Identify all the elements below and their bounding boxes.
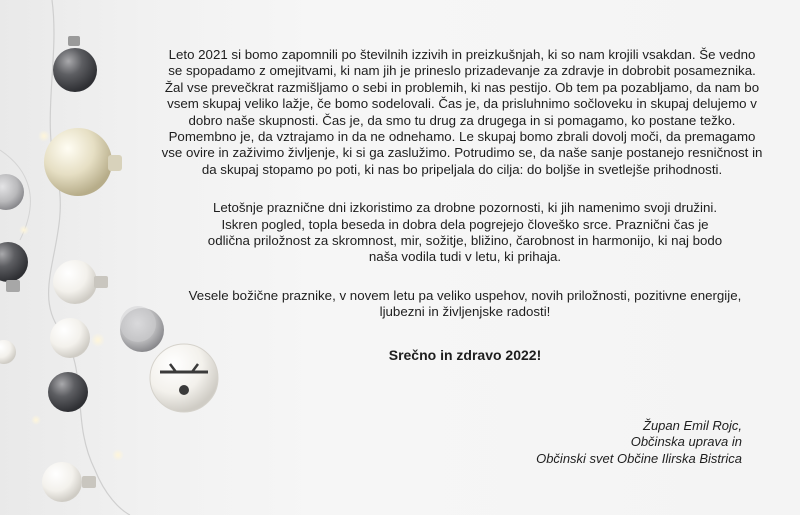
letter-paragraph-3: Vesele božične praznike, v novem letu pa veliko uspehov, novih priložnosti, pozitivne energije, ljubezni in življenjske radosti!: [188, 287, 742, 320]
signature-block: [536, 418, 742, 467]
ornament-white-2: [50, 318, 90, 358]
ornament-silver-edge: [0, 174, 24, 210]
signature-line-1: Župan Emil Rojc,: [643, 418, 742, 433]
ornament-gold: [44, 128, 122, 196]
signature-line-3: Občinski svet Občine Ilirska Bistrica: [536, 450, 742, 466]
fairy-light: [38, 130, 50, 142]
greeting-headline: Srečno in zdravo 2022!: [388, 346, 542, 363]
ornament-dark-bottom: [48, 372, 88, 412]
letter-body: [160, 47, 764, 363]
fairy-light: [19, 225, 29, 235]
signature-line-2: Občinska uprava in: [630, 434, 742, 450]
letter-paragraph-1: Leto 2021 si bomo zapomnili po številnih izzivih in preizkušnjah, ki so nam krojili vsakdan. Še vedno se spopadamo z omejitvami, ki nam jih je prineslo prizadevanje za zdravje in dobrobit posameznika. Žal vse prevečkrat razmišljamo o sebi in problemih, ki nas pestijo. Ob tem pa pozabljamo, da nam bo vsem skupaj veliko lažje, če bomo sodelovali. Čas je, da prisluhnimo sočloveku in skupaj delujemo v dobro naše skupnosti. Čas je, da smo tu drug za drugega in si pomagamo, ko postane težko. Pomembno je, da vztrajamo in da ne odnehamo. Le skupaj bomo zbrali dovolj moči, da premagamo vse ovire in zaživimo življenje, ki si ga zaslužimo. Potrudimo se, da naše sanje postanejo resničnost in da skupaj stopamo po poti, ki nas bo pripeljala do cilja: do boljše in svetlejše prihodnosti.: [161, 47, 763, 177]
ornament-white-1: [53, 260, 108, 304]
fairy-light: [112, 449, 124, 461]
fairy-light: [31, 415, 41, 425]
ornament-dark-edge: [0, 242, 28, 292]
ornament-glitter-silver: [120, 306, 164, 352]
ornament-dark-top: [53, 36, 97, 92]
ornament-white-bottom: [42, 462, 96, 502]
letter-paragraph-2: Letošnje praznične dni izkoristimo za drobne pozornosti, ki jih namenimo svoji družini. Iskren pogled, topla beseda in dobra dela pogrejejo človeško srce. Praznični čas je odlična priložnost za skromnost, mir, sožitje, bližino, čarobnost in harmonijo, ki naj bodo naša vodila tudi v letu, ki prihaja.: [207, 200, 723, 265]
fairy-light: [91, 333, 105, 347]
